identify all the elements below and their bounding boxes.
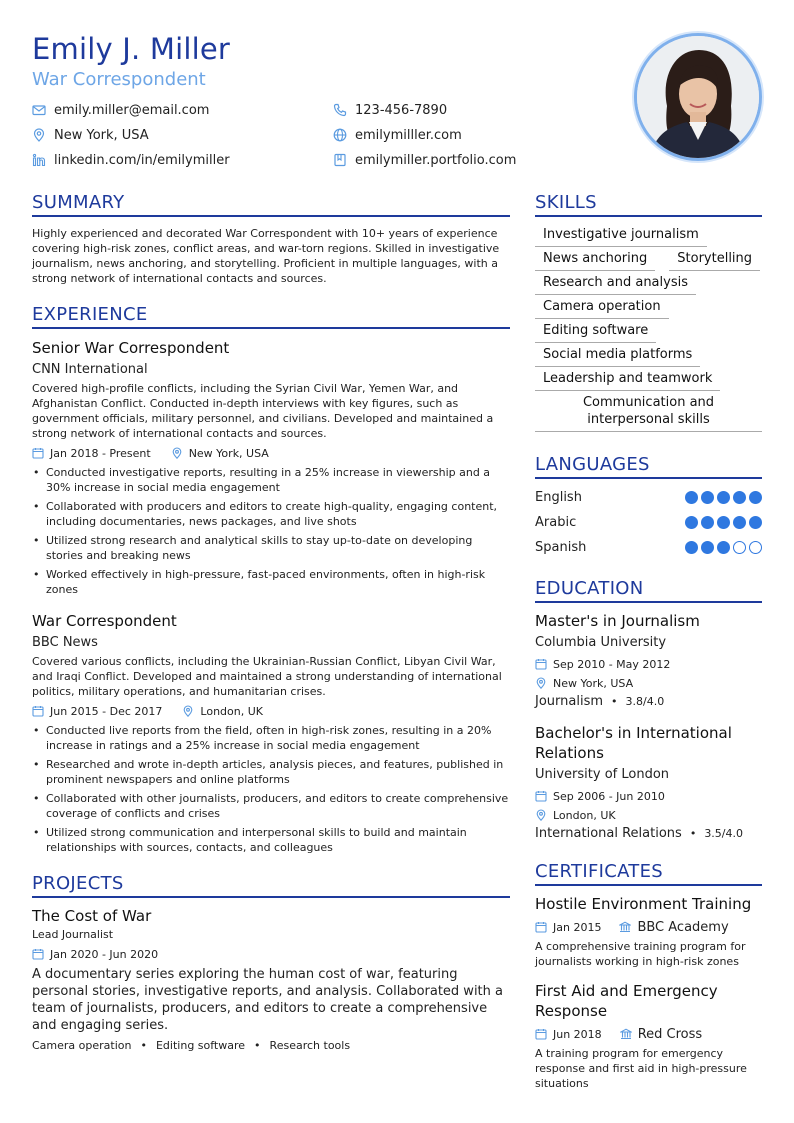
- globe-icon: [333, 128, 347, 142]
- candidate-name: Emily J. Miller: [32, 32, 231, 66]
- calendar-icon: [535, 1028, 547, 1040]
- profile-photo: [634, 33, 762, 161]
- grade-separator: •: [689, 827, 697, 840]
- institution-icon: [619, 921, 631, 933]
- certificate-meta: [535, 919, 762, 935]
- level-dot-filled: [701, 541, 714, 554]
- contact-linkedin-text: linkedin.com/in/emilymiller: [54, 152, 230, 168]
- calendar-icon: [535, 790, 547, 802]
- language-row: [535, 485, 762, 510]
- project-dates: Jan 2020 - Jun 2020: [50, 947, 159, 961]
- job-dates: Jun 2015 - Dec 2017: [50, 704, 163, 718]
- job-title: Senior War Correspondent: [32, 339, 230, 357]
- job-entry: [32, 338, 510, 597]
- certificate-entry: [535, 981, 762, 1091]
- language-row: [535, 535, 762, 560]
- contact-email-text: emily.miller@email.com: [54, 102, 210, 118]
- language-name: Arabic: [535, 515, 577, 530]
- phone-icon: [333, 103, 347, 117]
- list-item: • Conducted investigative reports, resulting in a 25% increase in viewership and a 30% increase in social media engagement: [32, 465, 510, 495]
- calendar-icon: [32, 948, 44, 960]
- level-dot-filled: [685, 516, 698, 529]
- location-icon: [171, 447, 183, 459]
- certificate-meta: [535, 1026, 762, 1042]
- left-column: [32, 192, 510, 1052]
- language-name: English: [535, 490, 582, 505]
- education-heading: EDUCATION: [535, 578, 762, 603]
- list-item: • Collaborated with producers and editors to create high-quality, engaging content, including documentaries, news packages, and live shots: [32, 499, 510, 529]
- education-location-text: London, UK: [553, 808, 616, 822]
- certificates-heading: CERTIFICATES: [535, 861, 762, 886]
- job-dates: Jan 2018 - Present: [50, 446, 151, 460]
- skill-tag: News anchoring: [535, 249, 655, 271]
- list-item: • Researched and wrote in-depth articles, analysis pieces, and features, published in prominent newspapers and online platforms: [32, 757, 510, 787]
- project-description: A documentary series exploring the human cost of war, featuring personal stories, investigative reports, and analysis. Collaborated with a team of journalists, producers, and editors to create a comprehensive and engaging series.: [32, 967, 503, 1033]
- job-entry: [32, 611, 510, 855]
- certificate-date: Jun 2018: [553, 1027, 602, 1041]
- school-name: University of London: [535, 767, 670, 782]
- level-dot-filled: [685, 541, 698, 554]
- skill-tag: Investigative journalism: [535, 225, 707, 247]
- education-entry: [535, 611, 762, 709]
- job-location: New York, USA: [188, 446, 269, 460]
- experience-heading: EXPERIENCE: [32, 304, 510, 329]
- language-name: Spanish: [535, 540, 587, 555]
- tag-separator: •: [254, 1039, 261, 1052]
- projects-heading: PROJECTS: [32, 873, 510, 898]
- education-location: [535, 807, 762, 823]
- education-dates-text: Sep 2010 - May 2012: [553, 657, 671, 671]
- skills-heading: SKILLS: [535, 192, 762, 217]
- education-dates-text: Sep 2006 - Jun 2010: [553, 789, 665, 803]
- certificate-description: A comprehensive training program for journalists working in high-risk zones: [535, 940, 746, 968]
- certificate-title: First Aid and Emergency Response: [535, 982, 718, 1020]
- job-description: Covered various conflicts, including the Ukrainian-Russian Conflict, Libyan Civil War, and Iraqi Conflict. Developed and maintained a strong understanding of international politics, military operations, and humanitarian crises.: [32, 655, 502, 698]
- certificate-description: A training program for emergency response and first aid in high-pressure situations: [535, 1047, 747, 1090]
- institution-icon: [620, 1028, 632, 1040]
- grade-separator: •: [611, 695, 618, 708]
- list-item: • Worked effectively in high-pressure, fast-paced environments, often in high-risk zones: [32, 567, 510, 597]
- job-location: London, UK: [200, 704, 264, 718]
- contact-website-text: emilymilller.com: [355, 127, 462, 143]
- contact-portfolio-text: emilymiller.portfolio.com: [355, 152, 517, 168]
- school-name: Columbia University: [535, 635, 667, 650]
- contact-portfolio[interactable]: [333, 151, 633, 169]
- education-field: Journalism: [535, 694, 604, 709]
- job-meta: [32, 703, 510, 719]
- degree-title: Master's in Journalism: [535, 612, 700, 630]
- skill-tag: Storytelling: [669, 249, 760, 271]
- certificate-entry: [535, 894, 762, 969]
- education-gpa: 3.5/4.0: [704, 827, 744, 840]
- project-meta: [32, 946, 510, 962]
- candidate-role: War Correspondent: [32, 69, 206, 90]
- certificate-org: BBC Academy: [637, 919, 729, 935]
- contact-email[interactable]: [32, 101, 333, 119]
- contact-location: [32, 126, 333, 144]
- level-dot-filled: [685, 491, 698, 504]
- education-location: [535, 675, 762, 691]
- calendar-icon: [535, 921, 547, 933]
- skills-list: [535, 225, 762, 434]
- level-dot-filled: [749, 491, 762, 504]
- linkedin-icon: [32, 153, 46, 167]
- location-icon: [535, 809, 547, 821]
- level-dot-filled: [749, 516, 762, 529]
- project-role: Lead Journalist: [32, 928, 114, 941]
- job-bullets: [32, 465, 510, 597]
- bookmark-icon: [333, 153, 347, 167]
- project-tag: Camera operation: [32, 1039, 132, 1052]
- skill-tag: Communication and interpersonal skills: [535, 393, 762, 432]
- project-title: The Cost of War: [32, 907, 152, 925]
- languages-heading: LANGUAGES: [535, 454, 762, 479]
- education-grade: [535, 694, 762, 709]
- list-item: • Conducted live reports from the field, often in high-risk zones, resulting in a 20% increase in ratings and a 25% increase in social media engagement: [32, 723, 510, 753]
- tag-separator: •: [140, 1039, 147, 1052]
- level-dot-filled: [701, 491, 714, 504]
- level-dot-filled: [717, 541, 730, 554]
- education-grade: [535, 826, 762, 841]
- email-icon: [32, 103, 46, 117]
- certificate-title: Hostile Environment Training: [535, 895, 752, 913]
- summary-heading: SUMMARY: [32, 192, 510, 217]
- location-icon: [182, 705, 194, 717]
- language-level: [682, 491, 762, 504]
- education-location-text: New York, USA: [553, 676, 634, 690]
- location-icon: [32, 128, 46, 142]
- skill-tag: Camera operation: [535, 297, 669, 319]
- education-dates: [535, 656, 762, 672]
- location-icon: [535, 677, 547, 689]
- certificate-date: Jan 2015: [553, 920, 602, 934]
- education-dates: [535, 788, 762, 804]
- project-tag: Editing software: [155, 1039, 246, 1052]
- project-tag: Research tools: [269, 1039, 351, 1052]
- level-dot-filled: [701, 516, 714, 529]
- summary-text: Highly experienced and decorated War Correspondent with 10+ years of experience covering high-risk zones, conflict areas, and war-torn regions. Skilled in investigative journalism, news anchoring, and storytelling. Proficient in multiple languages, with a strong network of international contacts and sources.: [32, 227, 500, 285]
- job-title: War Correspondent: [32, 612, 177, 630]
- skill-tag: Research and analysis: [535, 273, 696, 295]
- contact-location-text: New York, USA: [54, 127, 149, 143]
- job-description: Covered high-profile conflicts, including the Syrian Civil War, Yemen War, and Afghanistan Conflict. Conducted in-depth interviews with key figures, such as government officials, military personnel, and civilians. Developed and maintained a strong network of international contacts and sources.: [32, 382, 494, 440]
- skill-tag: Editing software: [535, 321, 656, 343]
- calendar-icon: [535, 658, 547, 670]
- certificate-org: Red Cross: [637, 1026, 703, 1042]
- degree-title: Bachelor's in International Relations: [535, 724, 732, 762]
- language-row: [535, 510, 762, 535]
- calendar-icon: [32, 705, 44, 717]
- level-dot-empty: [733, 541, 746, 554]
- contact-linkedin[interactable]: [32, 151, 333, 169]
- project-tags: [32, 1039, 510, 1052]
- calendar-icon: [32, 447, 44, 459]
- avatar: [637, 36, 759, 158]
- contact-website[interactable]: [333, 126, 633, 144]
- list-item: • Utilized strong research and analytical skills to stay up-to-date on developing stories and breaking news: [32, 533, 510, 563]
- job-bullets: [32, 723, 510, 855]
- languages-list: [535, 485, 762, 560]
- language-level: [682, 541, 762, 554]
- education-entry: [535, 723, 762, 841]
- project-entry: [32, 906, 510, 1052]
- education-field: International Relations: [535, 826, 682, 841]
- resume-header: [32, 30, 632, 169]
- language-level: [682, 516, 762, 529]
- level-dot-empty: [749, 541, 762, 554]
- job-company: CNN International: [32, 362, 148, 377]
- job-meta: [32, 445, 510, 461]
- contact-phone[interactable]: [333, 101, 633, 119]
- education-gpa: 3.8/4.0: [625, 695, 665, 708]
- level-dot-filled: [717, 516, 730, 529]
- level-dot-filled: [733, 516, 746, 529]
- job-company: BBC News: [32, 635, 98, 650]
- skill-tag: Social media platforms: [535, 345, 700, 367]
- list-item: • Utilized strong communication and interpersonal skills to build and maintain relationships with sources, contacts, and colleagues: [32, 825, 510, 855]
- level-dot-filled: [733, 491, 746, 504]
- list-item: • Collaborated with other journalists, producers, and editors to create comprehensive coverage of conflicts and crises: [32, 791, 510, 821]
- level-dot-filled: [717, 491, 730, 504]
- skill-tag: Leadership and teamwork: [535, 369, 720, 391]
- right-column: [535, 192, 762, 1091]
- contact-list: [32, 101, 632, 169]
- contact-phone-text: 123-456-7890: [355, 102, 448, 118]
